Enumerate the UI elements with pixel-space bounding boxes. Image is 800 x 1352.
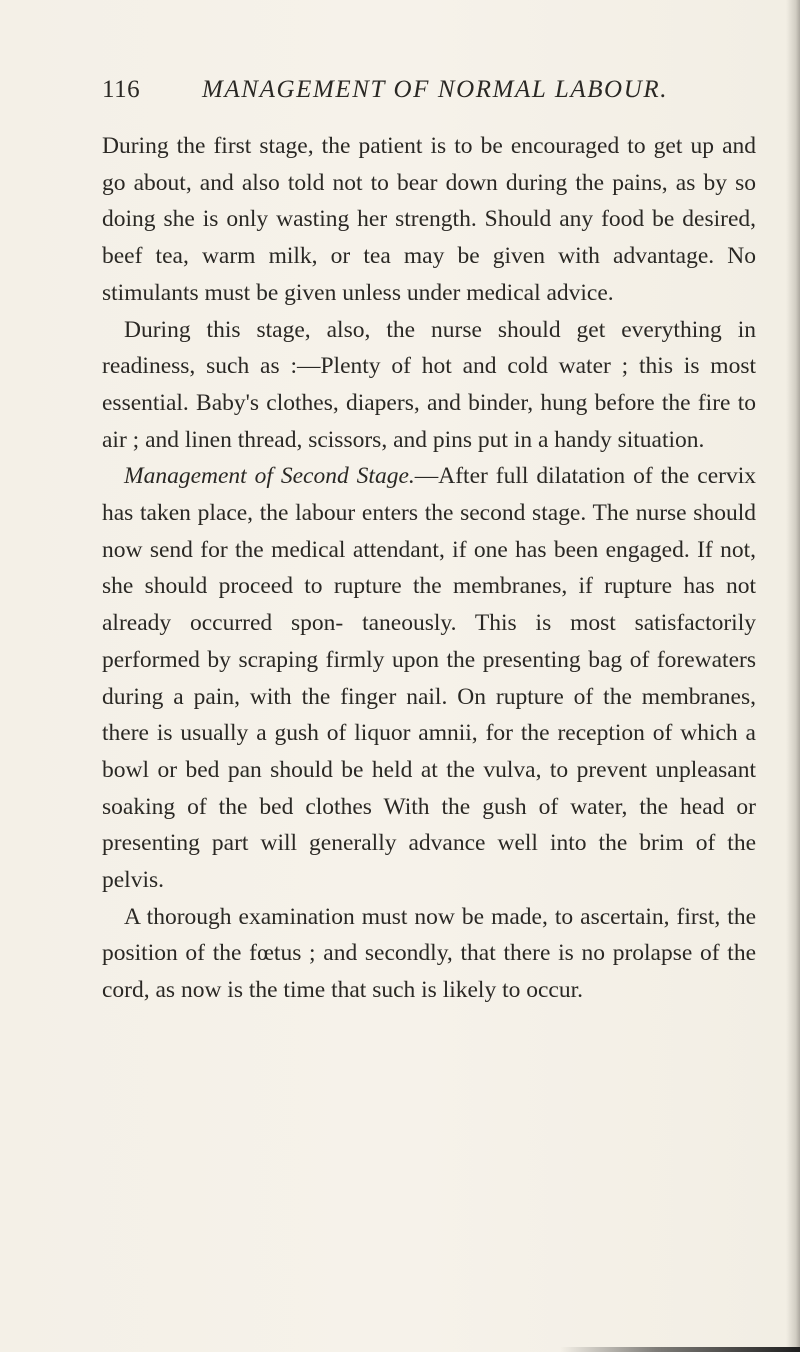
- page-bottom-edge: [560, 1347, 800, 1352]
- paragraph-second-stage-text: —After full dilatation of the cervix has taken place, the labour enters the second stage. The nurse should now send for the medical attendant, if one has been engaged. If not, she should proceed to rupture the membranes, if rupture has not already occurred spon- taneously. This is most satisfactorily performed by scraping firmly upon the presenting bag of forewaters during a pain, with the finger nail. On rupture of the membranes, there is usually a gush of liquor amnii, for the reception of which a bowl or bed pan should be held at the vulva, to prevent unpleasant soaking of the bed clothes With the gush of water, the head or presenting part will generally advance well into the brim of the pelvis.: [102, 463, 756, 894]
- paragraph-second-stage: [102, 458, 756, 898]
- section-heading-second-stage: Management of Second Stage.: [124, 463, 415, 490]
- paragraph-examination: A thorough examination must now be made, to ascertain, first, the position of the fœtus ; and secondly, that there is no prolapse of the cord, as now is the time that such is likely to occur.: [102, 903, 756, 1004]
- page-number: 116: [102, 76, 141, 103]
- page-header: [102, 76, 752, 112]
- body-text: [102, 128, 756, 1009]
- running-head: MANAGEMENT OF NORMAL LABOUR.: [202, 76, 669, 103]
- paragraph-first-stage: During the first stage, the patient is to be encouraged to get up and go about, and also told not to bear down during the pains, as by so doing she is only wasting her strength. Should any food be desired, beef tea, warm milk, or tea may be given with advantage. No stimulants must be given unless under medical advice.: [102, 133, 756, 306]
- page-edge-shadow: [786, 0, 800, 1352]
- paragraph-readiness: During this stage, also, the nurse should get everything in readiness, such as :—Plenty of hot and cold water ; this is most essential. Baby's clothes, diapers, and binder, hung before the fire to air ; and linen thread, scissors, and pins put in a handy situation.: [102, 316, 756, 453]
